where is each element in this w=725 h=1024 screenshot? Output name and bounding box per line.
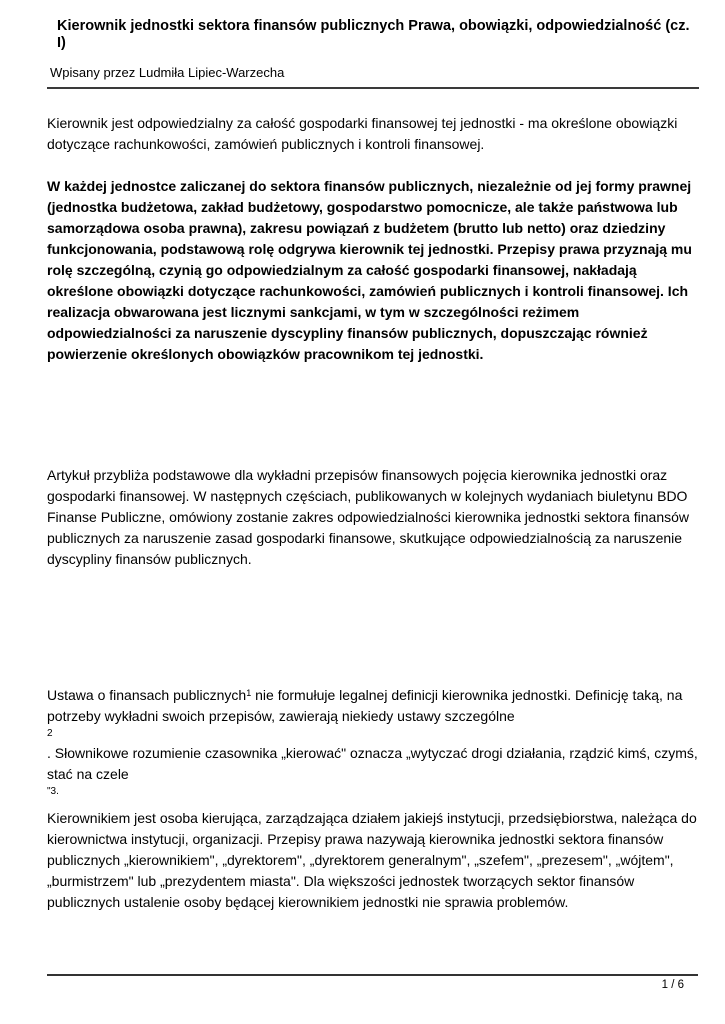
page-number: 1 / 6 — [661, 979, 684, 991]
footnote-1-marker: 1 — [246, 688, 252, 698]
header-divider — [47, 87, 699, 89]
page-title: Kierownik jednostki sektora finansów publicznych Prawa, obowiązki, odpowiedzialność (cz. I) — [57, 18, 690, 51]
article-paragraph-summary: Artykuł przybliża podstawowe dla wykładni przepisów finansowych pojęcia kierownika jednostki oraz gospodarki finansowej. W następnych częściach, publikowanych w kolejnych wydaniach biuletynu BDO Finanse Publiczne, omówiony zostanie zakres odpowiedzialności kierownika jednostki sektora finansów publicznych za naruszenie zasad gospodarki finansowe, skutkujące odpowiedzialnością za naruszenie dyscypliny finansów publicznych. — [47, 467, 689, 567]
definition-text-before-footnote: Ustawa o finansach publicznych — [47, 687, 247, 703]
footnote-2-marker-line: 2 — [47, 728, 53, 739]
byline: Wpisany przez Ludmiła Lipiec-Warzecha — [50, 65, 285, 80]
article-paragraph-lead: Kierownik jest odpowiedzialny za całość gospodarki finansowej tej jednostki - ma określone obowiązki dotyczące rachunkowości, zamówień publicznych i kontroli finansowej. — [47, 115, 678, 152]
definition-text-after-footnote: nie formułuje legalnej definicji kierownika jednostki. Definicję taką, na potrzeby wykładni swoich przepisów, zawierają niekiedy ustawy szczególne — [47, 687, 683, 724]
article-paragraph-definition — [47, 685, 699, 727]
article-paragraph-kierownik: Kierownikiem jest osoba kierująca, zarządzająca działem jakiejś instytucji, przedsiębiorstwa, należąca do kierownictwa instytucji, organizacji. Przepisy prawa nazywają kierownika jednostki sektora finansów publicznych „kierownikiem", „dyrektorem", „dyrektorem generalnym", „szefem", „prezesem", „wójtem", „burmistrzem" lub „prezydentem miasta". Dla większości jednostek tworzących sektor finansów publicznych ustalenie osoby będącej kierownikiem jednostki nie sprawia problemów. — [47, 810, 697, 910]
footer-divider — [47, 974, 698, 992]
article-paragraph-bold: W każdej jednostce zaliczanej do sektora finansów publicznych, niezależnie od jej formy prawnej (jednostka budżetowa, zakład budżetowy, gospodarstwo pomocnicze, ale także państwowa lub samorządowa osoba prawna), zakresu powiązań z budżetem (brutto lub netto) oraz dziedziny funkcjonowania, podstawową rolę odgrywa kierownik tej jednostki. Przepisy prawa przyznają mu rolę szczególną, czynią go odpowiedzialnym za całość gospodarki finansowej, nakładają określone obowiązki dotyczące rachunkowości, zamówień publicznych i kontroli finansowej. Ich realizacja obwarowana jest licznymi sankcjami, w tym w szczególności reżimem odpowiedzialności za naruszenie dyscypliny finansów publicznych, dopuszczając również powierzenie określonych obowiązków pracownikom tej jednostki. — [47, 178, 692, 362]
footnote-3-marker-line: "3. — [47, 786, 59, 797]
definition-continuation: . Słownikowe rozumienie czasownika „kierować" oznacza „wytyczać drogi działania, rządzić kimś, czymś, stać na czele — [47, 745, 698, 782]
